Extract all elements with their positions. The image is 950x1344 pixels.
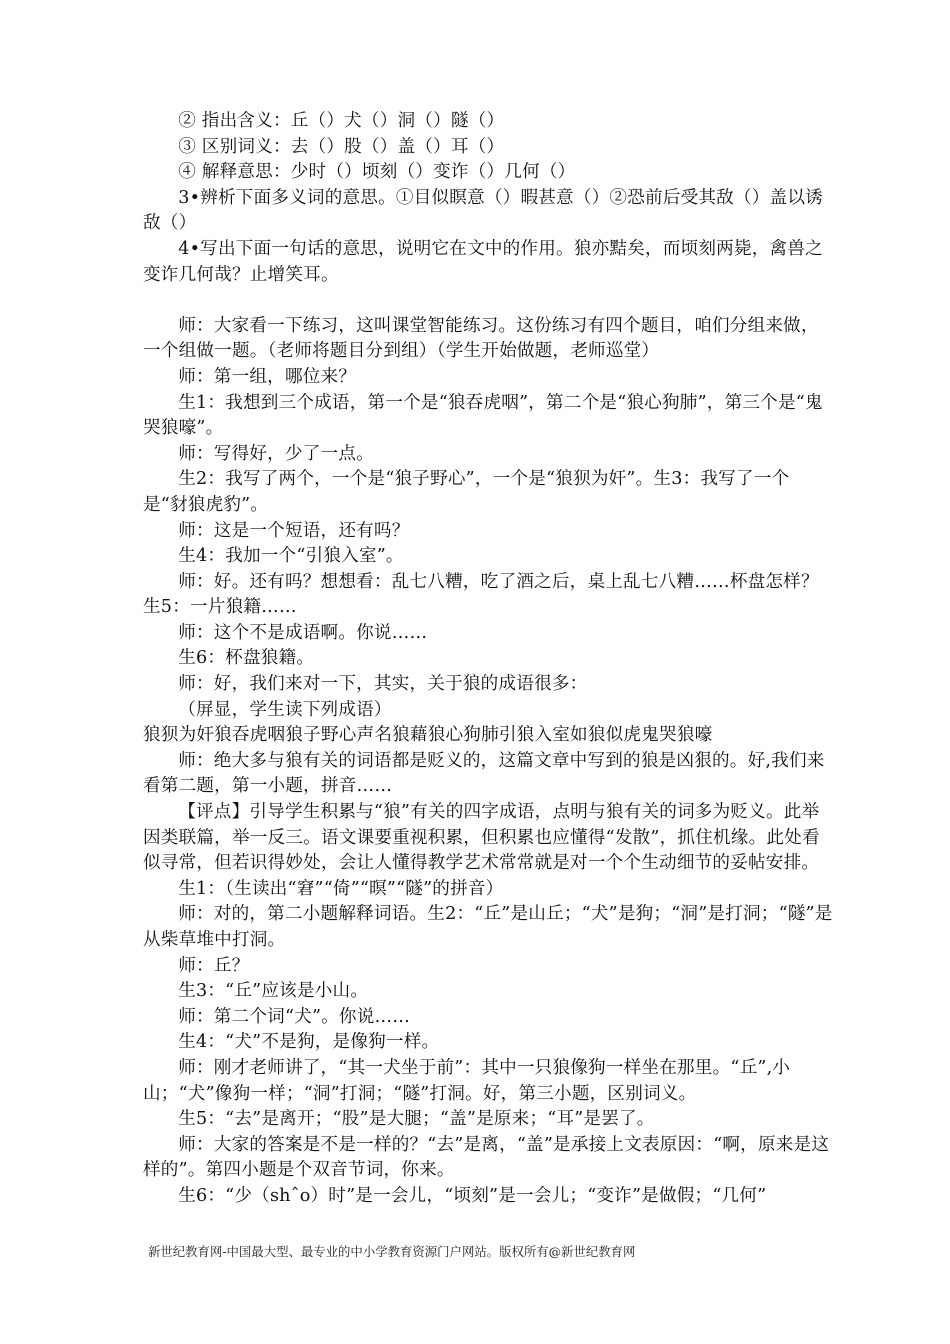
exercise-line: ② 指出含义：丘（）犬（）洞（）隧（） bbox=[178, 111, 505, 131]
dialogue-paragraph: 生5：“去”是离开；“股”是大腿；“盖”是原来；“耳”是罢了。 bbox=[178, 1109, 655, 1130]
dialogue-paragraph: 生1：（生读出“窘”“倚”“暝”“隧”的拼音） bbox=[178, 878, 504, 899]
dialogue-paragraph: 师：这是一个短语，还有吗？ bbox=[178, 520, 410, 541]
dialogue-paragraph: 师：对的，第二小题解释词语。生2：“丘”是山丘；“犬”是狗；“洞”是打洞；“隧”是从柴草堆中打洞。 bbox=[143, 904, 833, 950]
idiom-list: 狼狈为奸狼吞虎咽狼子野心声名狼藉狼心狗肺引狼入室如狼似虎鬼哭狼嚎 bbox=[143, 725, 713, 746]
dialogue-paragraph: 师：大家的答案是不是一样的？“去”是离，“盖”是承接上文表原因：“啊，原来是这样的”。第四小题是个双音节词，你来。 bbox=[143, 1134, 830, 1181]
dialogue-paragraph: 师：第二个词“犬”。你说…… bbox=[178, 1006, 411, 1027]
dialogue-paragraph: 生6：杯盘狼籍。 bbox=[178, 648, 315, 669]
dialogue-paragraph: 师：第一组，哪位来？ bbox=[178, 366, 357, 387]
question-paragraph: 3•辨析下面多义词的意思。①目似瞑意（）暇甚意（）②恐前后受其敌（）盖以诱敌（） bbox=[143, 187, 823, 234]
dialogue-paragraph: 师：刚才老师讲了，“其一犬坐于前”：其中一只狼像狗一样坐在那里。“丘”,小山；“犬”像狗一样；“洞”打洞；“隧”打洞。好，第三小题，区别词义。 bbox=[143, 1057, 791, 1104]
body-text bbox=[143, 109, 833, 1210]
dialogue-paragraph: 师：这个不是成语啊。你说…… bbox=[178, 622, 428, 643]
dialogue-paragraph: 师：写得好，少了一点。 bbox=[178, 443, 374, 464]
commentary-paragraph: 【评点】引导学生积累与“狼”有关的四字成语，点明与狼有关的词多为贬义。此举因类联篇，举一反三。语文课要重视积累，但积累也应懂得“发散”，抓住机缘。此处看似寻常，但若识得妙处，会让人懂得教学艺术常常就是对一个个生动细节的妥帖安排。 bbox=[143, 802, 820, 874]
exercise-line: ③ 区别词义：去（）股（）盖（）耳（） bbox=[178, 136, 505, 157]
page-footer: 新世纪教育网-中国最大型、最专业的中小学教育资源门户网站。版权所有@新世纪教育网 bbox=[148, 1244, 636, 1259]
dialogue-paragraph: 生4：“犬”不是狗，是像狗一样。 bbox=[178, 1032, 440, 1053]
dialogue-paragraph: 师：好。还有吗？想想看：乱七八糟，吃了酒之后，桌上乱七八糟……杯盘怎样？生5：一片狼籍…… bbox=[143, 571, 819, 618]
exercise-line: ④ 解释意思：少时（）顷刻（）变诈（）几何（） bbox=[178, 162, 576, 183]
question-paragraph: 4•写出下面一句话的意思，说明它在文中的作用。狼亦黠矣，而顷刻两毙，禽兽之变诈几何哉？止增笑耳。 bbox=[143, 238, 823, 285]
dialogue-paragraph: 生1：我想到三个成语，第一个是“狼吞虎咽”，第二个是“狼心狗肺”，第三个是“鬼哭狼嚎”。 bbox=[143, 392, 823, 439]
dialogue-paragraph: 生4：我加一个“引狼入室”。 bbox=[178, 546, 404, 567]
dialogue-paragraph: 生3：“丘”应该是小山。 bbox=[178, 981, 369, 1002]
dialogue-paragraph: 师：丘？ bbox=[178, 955, 250, 976]
dialogue-paragraph: 师：大家看一下练习，这叫课堂智能练习。这份练习有四个题目，咱们分组来做，一个组做一题。（老师将题目分到组）（学生开始做题，老师巡堂） bbox=[143, 315, 819, 362]
dialogue-paragraph: 师：好，我们来对一下，其实，关于狼的成语很多： bbox=[178, 674, 588, 695]
screen-note: （屏显，学生读下列成语） bbox=[178, 699, 392, 720]
dialogue-paragraph: 师：绝大多与狼有关的词语都是贬义的，这篇文章中写到的狼是凶狠的。好,我们来看第二题，第一小题，拼音…… bbox=[143, 750, 825, 797]
dialogue-paragraph: 生2：我写了两个，一个是“狼子野心”，一个是“狼狈为奸”。生3：我写了一个是“豺狼虎豹”。 bbox=[143, 469, 790, 515]
dialogue-paragraph: 生6：“少（shˆo）时”是一会儿，“顷刻”是一会儿；“变诈”是做假；“几何” bbox=[178, 1185, 767, 1206]
